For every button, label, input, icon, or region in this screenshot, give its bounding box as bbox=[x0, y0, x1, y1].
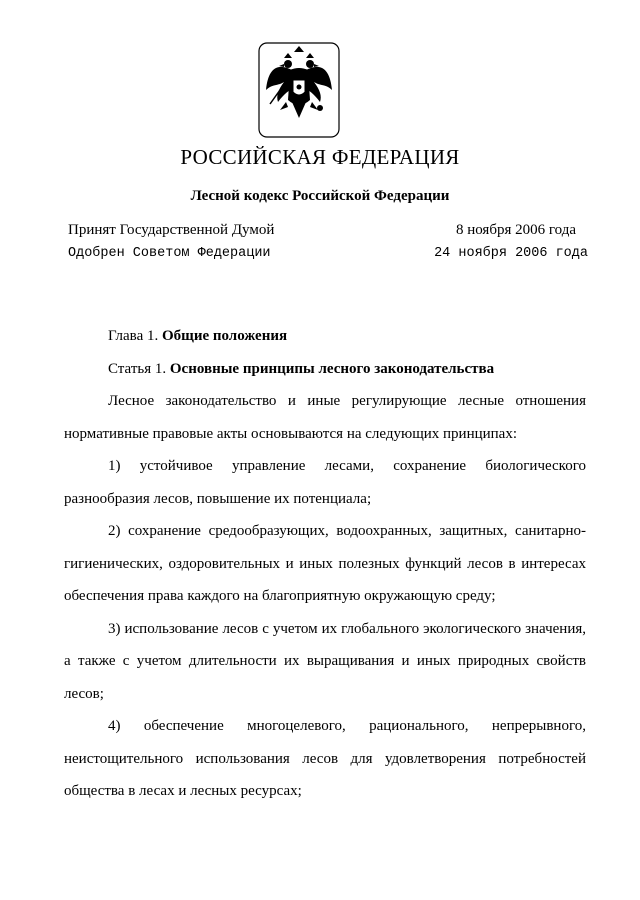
coat-of-arms-icon bbox=[256, 40, 342, 140]
paragraph-item-1: 1) устойчивое управление лесами, сохранение биологического разнообразия лесов, повышение их потенциала; bbox=[64, 458, 586, 507]
paragraph-intro: Лесное законодательство и иные регулирующие лесные отношения нормативные правовые акты основываются на следующих принципах: bbox=[64, 393, 586, 442]
council-date: 24 ноября 2006 года bbox=[434, 246, 588, 261]
country-title: РОССИЙСКАЯ ФЕДЕРАЦИЯ bbox=[180, 145, 460, 169]
adoption-duma-row bbox=[68, 222, 588, 239]
chapter-prefix: Глава 1. bbox=[108, 328, 159, 344]
article-title: Основные принципы лесного законодательства bbox=[169, 360, 495, 377]
document-body bbox=[64, 320, 586, 808]
article-heading bbox=[64, 353, 586, 386]
paragraph-item-3: 3) использование лесов с учетом их глобального экологического значения, а также с учетом длительности их выращивания и иных природных свойств лесов; bbox=[64, 620, 586, 702]
paragraph-item-4: 4) обеспечение многоцелевого, рационального, непрерывного, неистощительного использования лесов для удовлетворения потребностей общества в лесах и лесных ресурсах; bbox=[64, 718, 586, 799]
code-title: Лесной кодекс Российской Федерации bbox=[190, 188, 450, 204]
article-prefix: Статья 1. bbox=[108, 360, 167, 377]
duma-label: Принят Государственной Думой bbox=[68, 222, 275, 238]
paragraph-item-2: 2) сохранение средообразующих, водоохранных, защитных, санитарно-гигиенических, оздоровительных и иных полезных функций лесов в интересах обеспечения права каждого на благоприятную окружающую среду; bbox=[64, 523, 586, 604]
council-label: Одобрен Советом Федерации bbox=[68, 246, 271, 261]
adoption-council-row bbox=[68, 246, 588, 261]
chapter-title: Общие положения bbox=[161, 328, 288, 344]
chapter-heading bbox=[64, 320, 586, 353]
duma-date: 8 ноября 2006 года bbox=[455, 222, 576, 238]
